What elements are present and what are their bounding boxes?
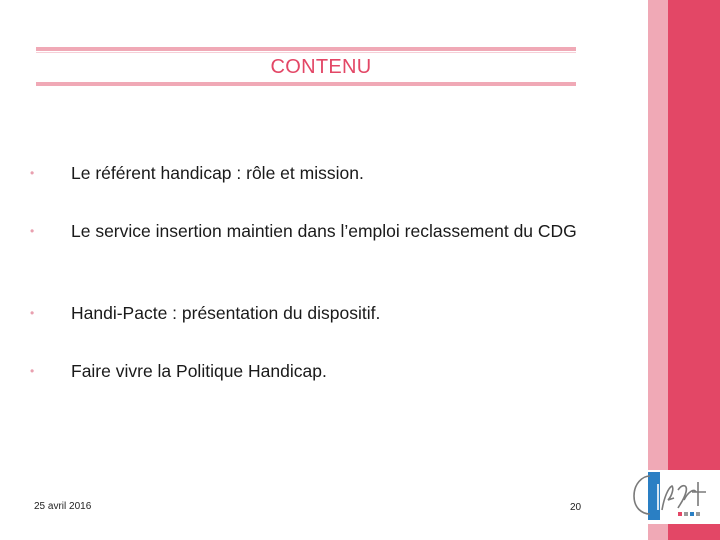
page-number: 20 [570,502,582,513]
bullet-dot-icon: • [30,166,35,180]
title-rule-top [36,47,576,51]
title-rule-thin [36,52,576,53]
bullet-text: Le service insertion maintien dans l’emploi reclassement du CDG [71,221,577,241]
footer-date: 25 avril 2016 [34,501,92,512]
cnfpt-logo-icon [628,470,720,524]
title-rule-bottom [36,82,576,86]
bullet-item [30,220,611,243]
bullet-dot-icon: • [30,224,35,238]
bullet-text: Faire vivre la Politique Handicap. [71,361,327,381]
bullet-dot-icon: • [30,306,35,320]
side-stripe-dark [668,0,720,540]
bullet-dot-icon: • [30,364,35,378]
bullet-text: Handi-Pacte : présentation du dispositif. [71,303,381,323]
bullet-text: Le référent handicap : rôle et mission. [71,163,364,183]
side-stripe-light [648,0,668,540]
bullet-item [30,360,611,383]
slide-title: CONTENU [270,56,372,78]
bullet-item [30,162,611,185]
bullet-item [30,302,611,325]
